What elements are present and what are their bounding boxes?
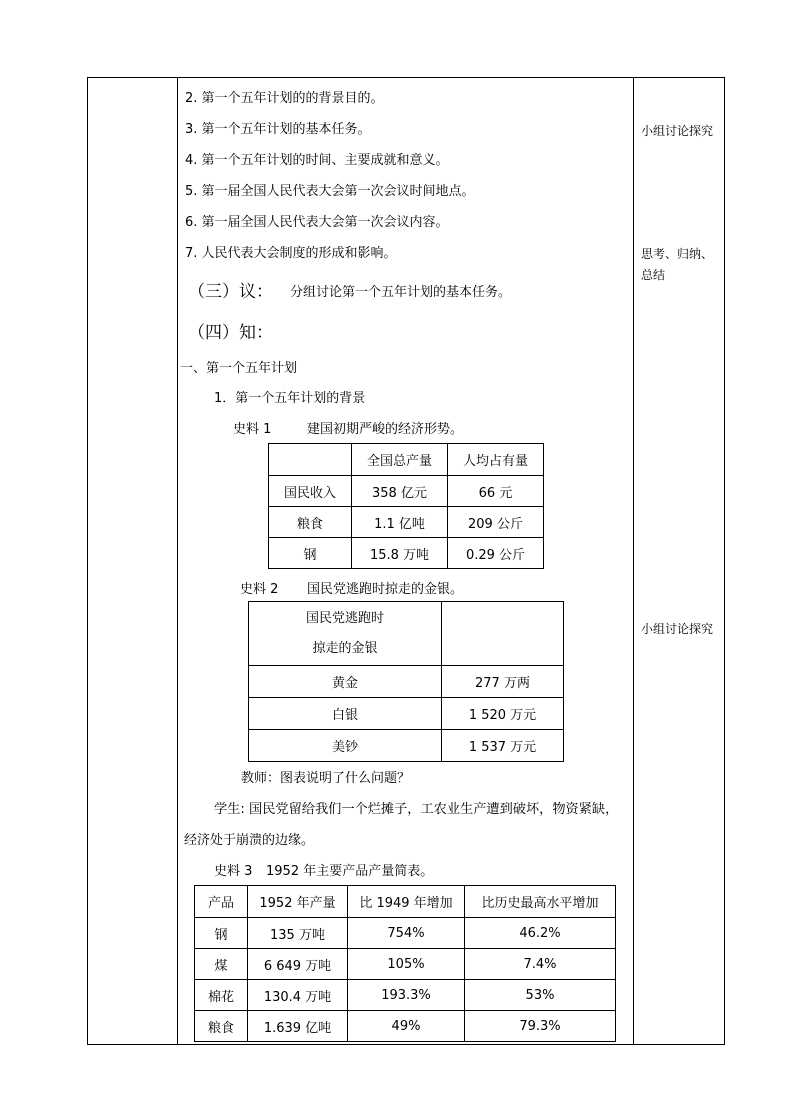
source-text: 建国初期严峻的经济形势。 bbox=[307, 422, 464, 437]
source-label: 史料 3 bbox=[214, 864, 253, 879]
table-cell: 1 537 万元 bbox=[442, 730, 564, 762]
economy-table bbox=[268, 443, 544, 569]
table-cell: 66 元 bbox=[448, 476, 544, 507]
table-row bbox=[195, 980, 616, 1011]
table-row bbox=[249, 730, 564, 762]
table-cell: 358 亿元 bbox=[352, 476, 448, 507]
table-cell: 53% bbox=[465, 980, 616, 1011]
table-cell: 煤 bbox=[195, 949, 248, 980]
student-answer-line: 学生: 国民党留给我们一个烂摊子，工农业生产遭到破坏，物资紧缺， bbox=[214, 802, 619, 817]
table-row bbox=[249, 666, 564, 698]
table-cell: 7.4% bbox=[465, 949, 616, 980]
table-cell: 1 520 万元 bbox=[442, 698, 564, 730]
list-item: 2. 第一个五年计划的的背景目的。 bbox=[185, 91, 384, 106]
table-row bbox=[195, 886, 616, 918]
table-cell: 1.1 亿吨 bbox=[352, 507, 448, 538]
table-cell: 粮食 bbox=[269, 507, 352, 538]
side-note: 思考、归纳、总结 bbox=[641, 247, 714, 282]
table-row bbox=[269, 476, 544, 507]
table-cell: 754% bbox=[348, 918, 465, 949]
table-cell: 人均占有量 bbox=[448, 444, 544, 476]
table-cell bbox=[442, 602, 564, 666]
table-row bbox=[249, 698, 564, 730]
table-cell: 钢 bbox=[195, 918, 248, 949]
table-cell: 130.4 万吨 bbox=[248, 980, 348, 1011]
table-cell: 6 649 万吨 bbox=[248, 949, 348, 980]
column-divider-left bbox=[177, 78, 178, 1044]
side-note: 小组讨论探究 bbox=[641, 124, 714, 138]
table-cell: 产品 bbox=[195, 886, 248, 918]
table-cell: 209 公斤 bbox=[448, 507, 544, 538]
gold-silver-table bbox=[248, 601, 564, 762]
table-cell: 46.2% bbox=[465, 918, 616, 949]
table-cell: 1.639 亿吨 bbox=[248, 1011, 348, 1042]
table-cell: 白银 bbox=[249, 698, 442, 730]
table-row bbox=[195, 1011, 616, 1042]
side-note: 小组讨论探究 bbox=[641, 622, 714, 636]
table-cell: 135 万吨 bbox=[248, 918, 348, 949]
table-header-line: 掠走的金银 bbox=[312, 640, 378, 656]
source-text: 1952 年主要产品产量简表。 bbox=[266, 864, 434, 879]
section-heading: 一、第一个五年计划 bbox=[180, 361, 298, 376]
table-row bbox=[269, 507, 544, 538]
table-cell: 比 1949 年增加 bbox=[348, 886, 465, 918]
table-cell: 全国总产量 bbox=[352, 444, 448, 476]
table-cell: 79.3% bbox=[465, 1011, 616, 1042]
table-cell: 193.3% bbox=[348, 980, 465, 1011]
table-cell bbox=[269, 444, 352, 476]
table-row bbox=[269, 444, 544, 476]
table-row bbox=[269, 538, 544, 569]
student-answer-line: 经济处于崩溃的边缘。 bbox=[184, 833, 315, 848]
table-cell: 0.29 公斤 bbox=[448, 538, 544, 569]
list-item: 4. 第一个五年计划的时间、主要成就和意义。 bbox=[185, 153, 449, 168]
source-text: 国民党逃跑时掠走的金银。 bbox=[307, 582, 464, 597]
table-cell: 1952 年产量 bbox=[248, 886, 348, 918]
table-header-line: 国民党逃跑时 bbox=[305, 610, 384, 626]
table-cell: 棉花 bbox=[195, 980, 248, 1011]
table-cell: 15.8 万吨 bbox=[352, 538, 448, 569]
subsection-heading: 1．第一个五年计划的背景 bbox=[214, 391, 366, 406]
discuss-heading: （三）议： bbox=[188, 282, 273, 302]
list-item: 5. 第一届全国人民代表大会第一次会议时间地点。 bbox=[185, 184, 475, 199]
source-label: 史料 2 bbox=[240, 582, 279, 597]
column-divider-right bbox=[633, 78, 634, 1044]
source-label: 史料 1 bbox=[233, 422, 272, 437]
table-cell: 105% bbox=[348, 949, 465, 980]
table-cell: 49% bbox=[348, 1011, 465, 1042]
teacher-question: 教师：图表说明了什么问题？ bbox=[241, 771, 411, 786]
discuss-text: 分组讨论第一个五年计划的基本任务。 bbox=[290, 285, 512, 300]
table-cell: 钢 bbox=[269, 538, 352, 569]
table-cell: 黄金 bbox=[249, 666, 442, 698]
list-item: 6. 第一届全国人民代表大会第一次会议内容。 bbox=[185, 215, 449, 230]
table-row bbox=[195, 949, 616, 980]
table-row bbox=[195, 918, 616, 949]
table-cell: 比历史最高水平增加 bbox=[465, 886, 616, 918]
table-header-cell bbox=[249, 602, 442, 666]
table-cell: 美钞 bbox=[249, 730, 442, 762]
table-row bbox=[249, 602, 564, 666]
table-cell: 277 万两 bbox=[442, 666, 564, 698]
production-table bbox=[194, 885, 616, 1042]
table-cell: 粮食 bbox=[195, 1011, 248, 1042]
know-heading: （四）知： bbox=[188, 323, 273, 343]
table-cell: 国民收入 bbox=[269, 476, 352, 507]
list-item: 3. 第一个五年计划的基本任务。 bbox=[185, 122, 371, 137]
list-item: 7. 人民代表大会制度的形成和影响。 bbox=[185, 246, 397, 261]
